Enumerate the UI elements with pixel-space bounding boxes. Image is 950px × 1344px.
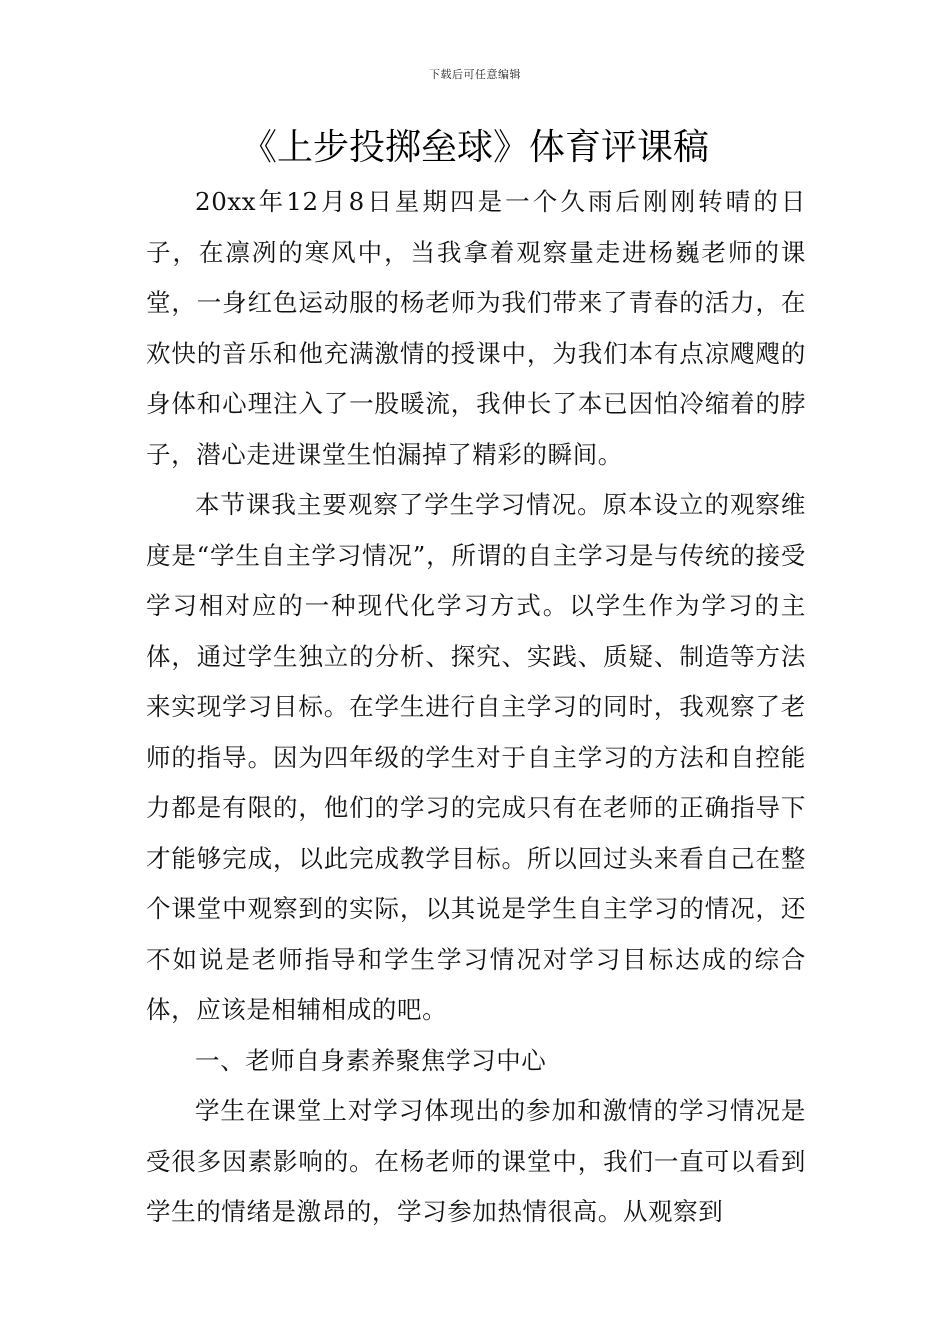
document-body	[146, 177, 806, 1238]
paragraph-observation: 本节课我主要观察了学生学习情况。原本设立的观察维度是“学生自主学习情况”，所谓的自主学习是与传统的接受学习相对应的一种现代化学习方式。以学生作为学习的主体，通过学生独立的分析、探究、实践、质疑、制造等方法来实现学习目标。在学生进行自主学习的同时，我观察了老师的指导。因为四年级的学生对于自主学习的方法和自控能力都是有限的，他们的学习的完成只有在老师的正确指导下才能够完成，以此完成教学目标。所以回过头来看自己在整个课堂中观察到的实际，以其说是学生自主学习的情况，还不如说是老师指导和学生学习情况对学习目标达成的综合体，应该是相辅相成的吧。	[146, 490, 806, 1024]
paragraph-section-one: 学生在课堂上对学习体现出的参加和激情的学习情况是受很多因素影响的。在杨老师的课堂中，我们一直可以看到学生的情绪是激昂的，学习参加热情很高。从观察到	[146, 1096, 806, 1226]
document-title: 《上步投掷垒球》体育评课稿	[240, 127, 709, 168]
header-note: 下载后可任意编辑	[429, 68, 521, 81]
paragraph-intro: 20xx年12月8日星期四是一个久雨后刚刚转晴的日子，在凛冽的寒风中，当我拿着观察量走进杨巍老师的课堂，一身红色运动服的杨老师为我们带来了青春的活力，在欢快的音乐和他充满激情的授课中，为我们本有点凉飕飕的身体和心理注入了一股暖流，我伸长了本已因怕冷缩着的脖子，潜心走进课堂生怕漏掉了精彩的瞬间。	[146, 187, 806, 469]
section-heading: 一、老师自身素养聚焦学习中心	[195, 1045, 547, 1075]
